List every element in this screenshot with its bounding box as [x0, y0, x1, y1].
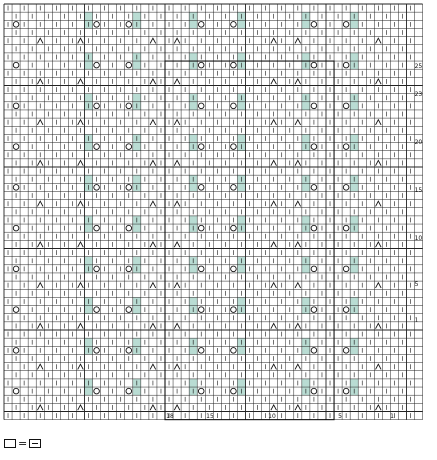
highlight-cell: [85, 387, 93, 395]
highlight-cell: [85, 257, 93, 265]
column-number-label: 18: [166, 413, 174, 421]
highlight-cell: [302, 379, 310, 387]
highlight-cell: [302, 183, 310, 191]
highlight-cell: [133, 224, 141, 232]
highlight-cell: [85, 224, 93, 232]
highlight-cell: [189, 183, 197, 191]
highlight-cell: [237, 134, 245, 142]
highlight-cell: [189, 53, 197, 61]
highlight-cell: [85, 175, 93, 183]
highlight-cell: [302, 346, 310, 354]
highlight-cell: [133, 387, 141, 395]
highlight-cell: [85, 12, 93, 20]
highlight-cell: [350, 20, 358, 28]
row-number-label: 10: [414, 235, 423, 242]
highlight-cell: [133, 61, 141, 69]
highlight-cell: [237, 379, 245, 387]
column-number-label: 15: [206, 413, 214, 421]
highlight-cell: [85, 306, 93, 314]
row-number-label: 20: [414, 139, 423, 146]
highlight-cell: [350, 297, 358, 305]
column-number-label: 5: [338, 413, 342, 421]
highlight-cell: [237, 20, 245, 28]
highlight-cell: [350, 53, 358, 61]
highlight-cell: [189, 102, 197, 110]
highlight-cell: [302, 265, 310, 273]
highlight-cell: [189, 134, 197, 142]
highlight-cell: [237, 53, 245, 61]
highlight-cell: [133, 257, 141, 265]
legend-equals: =: [18, 436, 28, 450]
highlight-cell: [133, 306, 141, 314]
row-number-label: 5: [414, 281, 419, 288]
column-number-label: 1: [390, 413, 394, 421]
highlight-cell: [302, 297, 310, 305]
highlight-cell: [350, 183, 358, 191]
highlight-cell: [237, 265, 245, 273]
highlight-cell: [85, 61, 93, 69]
purl-cell-legend-icon: [29, 439, 41, 448]
row-number-label: 1: [414, 317, 419, 324]
highlight-cell: [350, 379, 358, 387]
chart-legend: [4, 436, 41, 450]
highlight-cell: [133, 338, 141, 346]
highlight-cell: [85, 94, 93, 102]
column-number-label: 10: [268, 413, 276, 421]
empty-cell-legend-icon: [4, 439, 16, 448]
row-number-label: 23: [414, 91, 423, 98]
highlight-cell: [133, 12, 141, 20]
highlight-cell: [350, 265, 358, 273]
highlight-cell: [189, 297, 197, 305]
highlight-cell: [189, 20, 197, 28]
highlight-cell: [302, 102, 310, 110]
highlight-cell: [237, 297, 245, 305]
highlight-cell: [237, 183, 245, 191]
highlight-cell: [237, 102, 245, 110]
highlight-cell: [133, 143, 141, 151]
highlight-cell: [350, 102, 358, 110]
highlight-cell: [350, 134, 358, 142]
highlight-cell: [133, 94, 141, 102]
row-number-label: 15: [414, 187, 423, 194]
row-number-label: 25: [414, 63, 423, 70]
highlight-cell: [350, 346, 358, 354]
highlight-cell: [189, 346, 197, 354]
highlight-cell: [133, 175, 141, 183]
highlight-cell: [189, 216, 197, 224]
highlight-cell: [302, 53, 310, 61]
highlight-cell: [237, 346, 245, 354]
highlight-cell: [85, 143, 93, 151]
highlight-cell: [302, 20, 310, 28]
highlight-cell: [85, 338, 93, 346]
highlight-cell: [350, 216, 358, 224]
highlight-cell: [237, 216, 245, 224]
highlight-cell: [302, 134, 310, 142]
highlight-cell: [189, 379, 197, 387]
highlight-cell: [189, 265, 197, 273]
highlight-cell: [302, 216, 310, 224]
